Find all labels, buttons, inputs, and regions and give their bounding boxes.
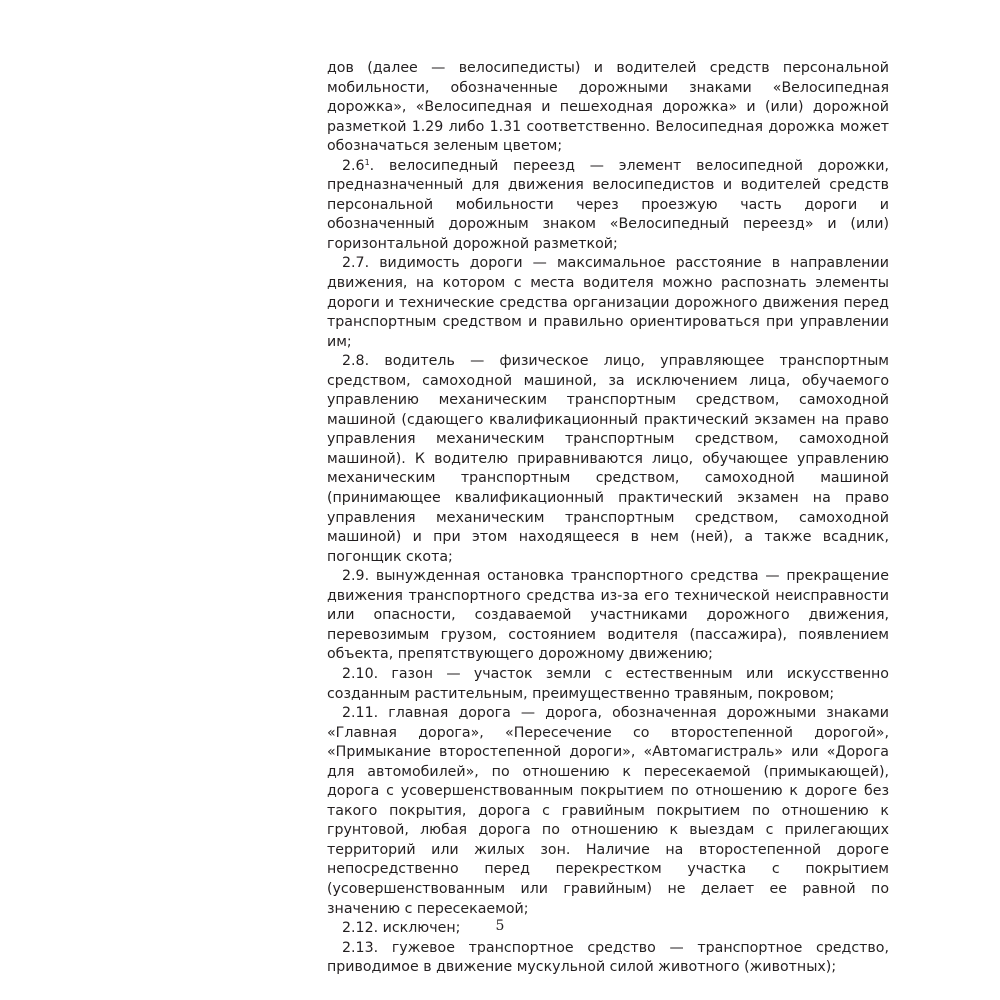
paragraph-text: вынужденная остановка транспортного средства — прекращение движения транспортного средства из-за его технической неисправности или опасности, создаваемой участниками дорожного движения, перевозимым грузом, состоянием водителя (пассажира), появлением объекта, препятствующего дорожному движению; — [327, 568, 889, 663]
page-number: 5 — [495, 918, 505, 934]
paragraph-text: дов (далее — велосипедисты) и водителей средств персональной мобильности, обозначенные дорожными знаками «Велосипедная дорожка», «Велосипедная и пешеходная дорожка» и (или) дорожной разметкой 1.29 либо 1.31 соответственно. Велосипедная дорожка может обозначаться зеленым цветом; — [327, 60, 889, 155]
paragraph-number: 2.11. — [342, 705, 379, 722]
paragraph-number: 2.9. — [342, 568, 370, 585]
paragraph-number: 2.7. — [342, 255, 370, 272]
paragraph-text: . велосипедный переезд — элемент велосипедной дорожки, предназначенный для движения велосипедистов и водителей средств персональной мобильности через проезжую часть дороги и обозначенный дорожным знаком «Велосипедный переезд» и (или) горизонтальной дорожной разметкой; — [327, 157, 889, 252]
paragraph-2-8 — [327, 352, 889, 567]
paragraph-text: гужевое транспортное средство — транспортное средство, приводимое в движение мускульной силой животного (животных); — [327, 939, 889, 976]
paragraph-number: 2.10. — [342, 665, 379, 682]
paragraph-2-10 — [327, 665, 889, 704]
paragraph-text: газон — участок земли с естественным или искусственно созданным растительным, преимущественно травяным, покровом; — [327, 665, 889, 702]
paragraph-2-13 — [327, 939, 889, 978]
paragraph-text: исключен; — [378, 920, 461, 937]
paragraph-number: $2.6^1$ — [342, 157, 370, 174]
paragraph-text: водитель — физическое лицо, управляющее транспортным средством, самоходной машиной, за исключением лица, обучаемого управлению механическим транспортным средством, самоходной машиной (сдающего квалификационный практический экзамен на право управления механическим транспортным средством, самоходной машиной). К водителю приравниваются лицо, обучающее управлению механическим транспортным средством, самоходной машиной (принимающее квалификационный практический экзамен на право управления механическим транспортным средством, самоходной машиной) и при этом находящееся в нем (ней), а также всадник, погонщик скота; — [327, 353, 889, 565]
paragraph-number: 2.8. — [342, 353, 370, 370]
paragraph-text: главная дорога — дорога, обозначенная дорожными знаками «Главная дорога», «Пересечение со второстепенной дорогой», «Примыкание второстепенной дороги», «Автомагистраль» или «Дорога для автомобилей», по отношению к пересекаемой (примыкающей), дорога с усовершенствованным покрытием по отношению к дороге без такого покрытия, дорога с гравийным покрытием по отношению к грунтовой, любая дорога по отношению к выездам с прилегающих территорий или жилых зон. Наличие на второстепенной дороге непосредственно перед перекрестком участка с покрытием (усовершенствованным или гравийным) не делает ее равной по значению с пересекаемой; — [327, 705, 889, 917]
paragraph-2-11 — [327, 704, 889, 919]
paragraph-number: 2.12. — [342, 920, 379, 937]
paragraph-2-6-continuation — [327, 59, 889, 157]
paragraph-text: видимость дороги — максимальное расстояние в направлении движения, на котором с места водителя можно распознать элементы дороги и технические средства организации дорожного движения перед транспортным средством и правильно ориентироваться при управлении им; — [327, 255, 889, 350]
paragraph-2-7 — [327, 254, 889, 352]
paragraph-number: 2.13. — [342, 939, 379, 956]
paragraph-2-6-1 — [327, 157, 889, 255]
body-text — [327, 59, 889, 978]
paragraph-2-9 — [327, 567, 889, 665]
superscript: 1 — [364, 157, 370, 167]
